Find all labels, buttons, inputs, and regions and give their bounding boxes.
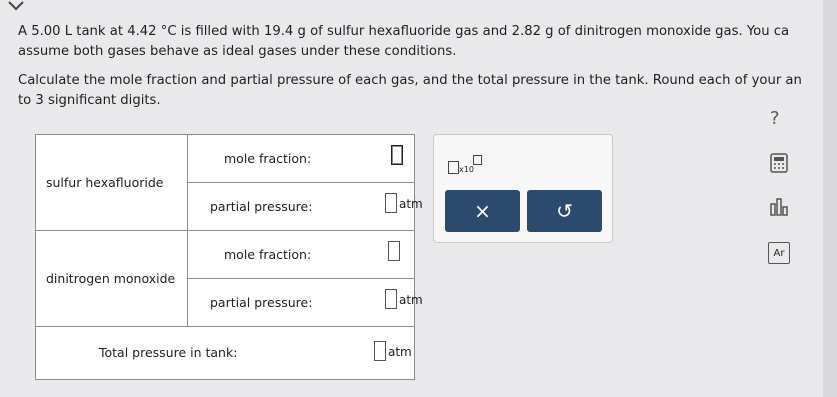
sf6-partial-pressure-row bbox=[188, 183, 423, 230]
atm-unit: atm bbox=[399, 293, 423, 307]
n2o-mole-fraction-row bbox=[188, 231, 414, 278]
partial-pressure-label: partial pressure: bbox=[210, 295, 313, 310]
total-pressure-input[interactable] bbox=[374, 341, 386, 361]
question-line-3: Calculate the mole fraction and partial pressure of each gas, and the total pressure in the tank. Round each of your an bbox=[18, 73, 802, 88]
sf6-mole-fraction-input[interactable] bbox=[391, 145, 403, 165]
x10-label: x10 bbox=[459, 165, 474, 174]
gas-label-sf6: sulfur hexafluoride bbox=[36, 135, 188, 231]
answer-table bbox=[35, 134, 423, 380]
partial-pressure-label: partial pressure: bbox=[210, 199, 313, 214]
total-pressure-label: Total pressure in tank: bbox=[99, 345, 238, 360]
scientific-notation-button[interactable] bbox=[448, 153, 494, 177]
bar-chart-icon[interactable] bbox=[768, 196, 790, 218]
n2o-partial-pressure-row bbox=[188, 279, 423, 326]
side-scroll-strip bbox=[823, 0, 837, 397]
atm-unit: atm bbox=[399, 197, 423, 211]
n2o-partial-pressure-input[interactable] bbox=[385, 289, 397, 309]
collapse-chevron-icon[interactable] bbox=[6, 0, 26, 12]
periodic-table-label: Ar bbox=[773, 248, 785, 259]
clear-button[interactable]: × bbox=[445, 190, 520, 232]
gas-label-n2o: dinitrogen monoxide bbox=[36, 231, 188, 327]
mantissa-box-icon bbox=[448, 161, 459, 174]
question-line-1: A 5.00 L tank at 4.42 °C is filled with 19.4 g of sulfur hexafluoride gas and 2.82 g of dinitrogen monoxide gas. You ca bbox=[18, 24, 790, 39]
undo-button[interactable]: ↺ bbox=[527, 190, 602, 232]
sf6-partial-pressure-input[interactable] bbox=[385, 193, 397, 213]
mole-fraction-label: mole fraction: bbox=[224, 151, 312, 166]
sf6-mole-fraction-row bbox=[188, 135, 414, 182]
math-toolbar bbox=[433, 134, 613, 243]
periodic-table-icon[interactable] bbox=[768, 242, 790, 264]
question-line-4: to 3 significant digits. bbox=[18, 93, 161, 108]
total-pressure-row bbox=[36, 327, 414, 379]
calculator-icon[interactable] bbox=[768, 152, 790, 174]
exponent-box-icon bbox=[473, 155, 482, 165]
help-button[interactable]: ? bbox=[770, 108, 780, 129]
mole-fraction-label: mole fraction: bbox=[224, 247, 312, 262]
question-line-2: assume both gases behave as ideal gases under these conditions. bbox=[18, 44, 457, 59]
atm-unit: atm bbox=[388, 345, 412, 359]
n2o-mole-fraction-input[interactable] bbox=[388, 241, 400, 261]
